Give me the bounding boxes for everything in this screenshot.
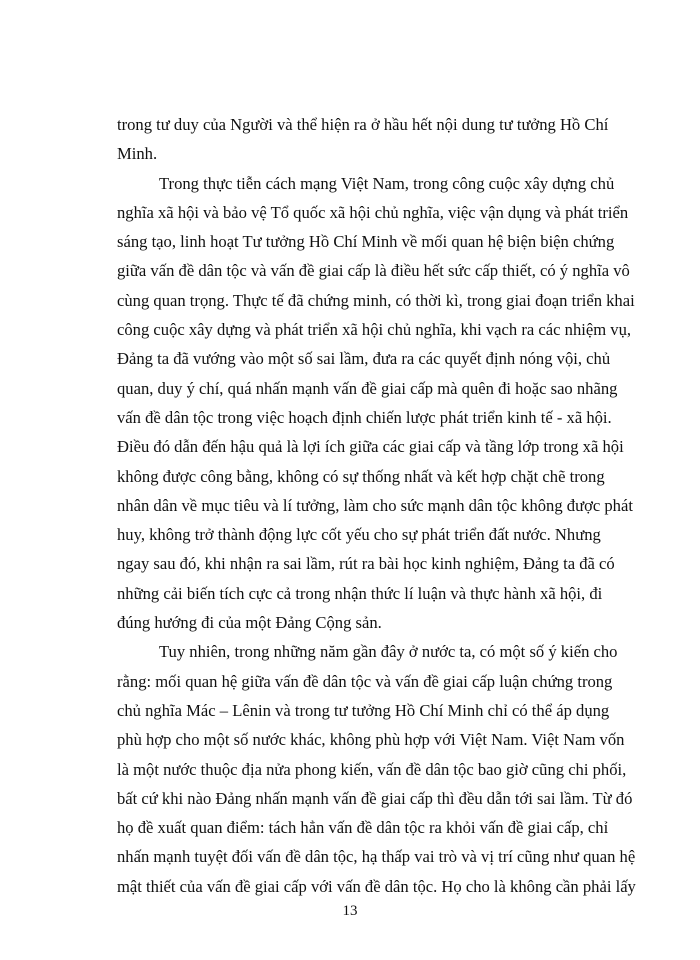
text-line: nghĩa xã hội và bảo vệ Tổ quốc xã hội chủ nghĩa, việc vận dụng và phát triển [117, 202, 629, 222]
text-line: là một nước thuộc địa nửa phong kiến, vấn đề dân tộc bao giờ cũng chi phối, [117, 759, 627, 779]
text-line: phù hợp cho một số nước khác, không phù hợp với Việt Nam. Việt Nam vốn [117, 730, 625, 750]
text-line: những cải biến tích cực cả trong nhận thức lí luận và thực hành xã hội, đi [117, 583, 603, 603]
text-line: nhấn mạnh tuyệt đối vấn đề dân tộc, hạ thấp vai trò và vị trí cũng như quan hệ [117, 847, 636, 867]
paragraph-3 [117, 637, 636, 901]
text-line: chủ nghĩa Mác – Lênin và trong tư tưởng Hồ Chí Minh chỉ có thể áp dụng [117, 700, 610, 720]
text-line: giữa vấn đề dân tộc và vấn đề giai cấp là điều hết sức cấp thiết, có ý nghĩa vô [117, 261, 630, 281]
text-line: công cuộc xây dựng và phát triển xã hội chủ nghĩa, khi vạch ra các nhiệm vụ, [117, 320, 632, 340]
paragraph-2 [117, 169, 635, 638]
text-line: Điều đó dẫn đến hậu quả là lợi ích giữa các giai cấp và tầng lớp trong xã hội [117, 437, 624, 457]
page-number: 13 [342, 903, 358, 919]
text-line: nhân dân về mục tiêu và lí tưởng, làm cho sức mạnh dân tộc không được phát [117, 495, 633, 515]
text-line: mật thiết của vấn đề giai cấp với vấn đề dân tộc. Họ cho là không cần phải lấy [117, 876, 636, 896]
text-line: ngay sau đó, khi nhận ra sai lầm, rút ra bài học kinh nghiệm, Đảng ta đã có [117, 554, 615, 574]
text-line: trong tư duy của Người và thể hiện ra ở hầu hết nội dung tư tưởng Hồ Chí [117, 115, 609, 134]
text-line: họ đề xuất quan điểm: tách hẳn vấn đề dân tộc ra khỏi vấn đề giai cấp, chỉ [117, 818, 609, 838]
text-line: rằng: mối quan hệ giữa vấn đề dân tộc và vấn đề giai cấp luận chứng trong [117, 671, 613, 691]
text-line: Đảng ta đã vướng vào một số sai lầm, đưa ra các quyết định nóng vội, chủ [117, 349, 611, 369]
text-line: sáng tạo, linh hoạt Tư tưởng Hồ Chí Minh về mối quan hệ biện biện chứng [117, 232, 615, 252]
text-line: vấn đề dân tộc trong việc hoạch định chiến lược phát triển kinh tế - xã hội. [117, 407, 612, 427]
page-body [117, 110, 636, 901]
paragraph-1 [117, 110, 609, 169]
text-line: Tuy nhiên, trong những năm gần đây ở nước ta, có một số ý kiến cho [159, 642, 618, 662]
text-line: huy, không trở thành động lực cốt yếu cho sự phát triển đất nước. Nhưng [117, 525, 601, 545]
text-line: bất cứ khi nào Đảng nhấn mạnh vấn đề giai cấp thì đều dẫn tới sai lầm. Từ đó [117, 788, 633, 808]
text-line: không được công bằng, không có sự thống nhất và kết hợp chặt chẽ trong [117, 466, 605, 486]
text-line: cùng quan trọng. Thực tế đã chứng minh, có thời kì, trong giai đoạn triển khai [117, 290, 635, 310]
text-line: quan, duy ý chí, quá nhấn mạnh vấn đề giai cấp mà quên đi hoặc sao nhãng [117, 378, 618, 398]
text-line: Trong thực tiễn cách mạng Việt Nam, trong công cuộc xây dựng chủ [159, 173, 615, 193]
text-line: đúng hướng đi của một Đảng Cộng sản. [117, 613, 382, 633]
text-line: Minh. [117, 144, 158, 164]
